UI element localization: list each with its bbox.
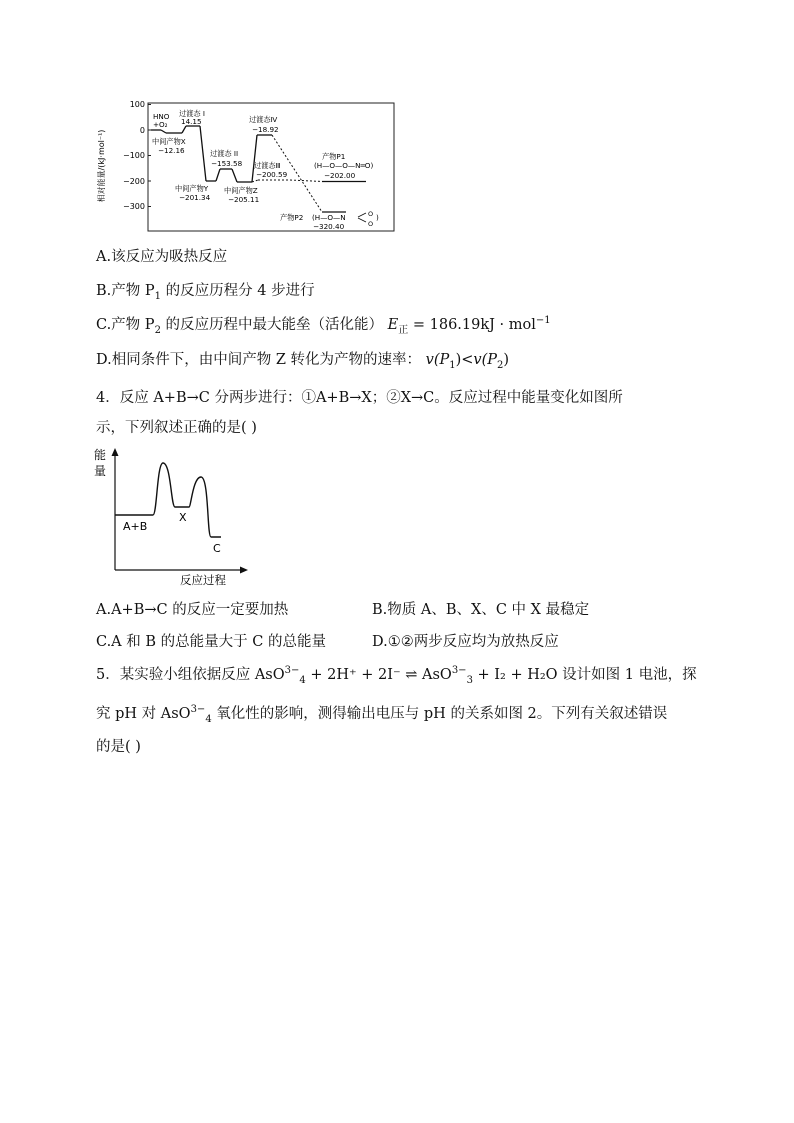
q3-option-c-mid: 的反应历程中最大能垒（活化能） xyxy=(160,317,388,333)
q3-option-d-rate1: v(P xyxy=(425,352,450,368)
energy-profile-figure xyxy=(96,96,398,236)
x-axis-label: 反应过程 xyxy=(180,573,226,587)
q3-option-d-lt: )< xyxy=(455,352,474,368)
intX-value: −12.16 xyxy=(158,146,185,155)
tick-label: −300 xyxy=(123,202,145,211)
two-step-energy-figure xyxy=(93,445,253,588)
q3-option-b-rest: 的反应历程分 4 步进行 xyxy=(161,283,315,299)
q5-sub: 4 xyxy=(205,713,212,725)
q4-option-c[interactable]: C.A 和 B 的总能量大于 C 的总能量 xyxy=(96,634,326,650)
hno-label: HNO xyxy=(153,112,170,121)
tick-label: −100 xyxy=(123,151,145,160)
p1-label: 产物P1 xyxy=(322,152,346,161)
tick-label: −200 xyxy=(123,177,145,186)
q5-sup: 3− xyxy=(451,665,467,677)
q5-sup: 3− xyxy=(190,704,206,716)
svg-text:): ) xyxy=(376,213,379,222)
intY-value: −201.34 xyxy=(179,193,211,202)
ts1-value: 14.15 xyxy=(181,117,202,126)
q3-option-d-rate2-sub: 2 xyxy=(497,359,504,371)
q5-sub: 4 xyxy=(299,674,306,686)
c-label: C xyxy=(213,542,221,555)
tick-label: 0 xyxy=(139,126,145,135)
q4-stem-line1: 4．反应 A+B→C 分两步进行：①A+B→X；②X→C。反应过程中能量变化如图所 xyxy=(96,390,623,406)
o2-label: +O₂ xyxy=(153,120,168,129)
q3-option-a[interactable]: A.该反应为吸热反应 xyxy=(96,249,228,265)
p2-label: 产物P2 xyxy=(280,213,304,222)
y-label-1: 能 xyxy=(94,448,107,462)
intX-label: 中间产物X xyxy=(152,137,186,146)
q5-line1-pre: 5．某实验小组依据反应 AsO xyxy=(96,667,285,683)
svg-text:O: O xyxy=(368,210,374,218)
p2-struct: (H—O—N xyxy=(312,213,346,222)
q4-option-a[interactable]: A.A+B→C 的反应一定要加热 xyxy=(96,602,289,618)
q3-option-c-value: = 186.19kJ · mol xyxy=(408,317,536,333)
ts4-value: −18.92 xyxy=(252,125,279,134)
q3-option-d-text: D.相同条件下，由中间产物 Z 转化为产物的速率： xyxy=(96,352,426,368)
q3-option-b-sub: 1 xyxy=(154,290,162,302)
q5-line2-pre: 究 pH 对 AsO xyxy=(96,706,191,722)
q3-option-d-close: ) xyxy=(503,352,510,368)
q3-option-c-E: E xyxy=(387,317,399,333)
q5-sub: 3 xyxy=(466,674,473,686)
q5-stem-line3: 的是( ) xyxy=(96,739,141,755)
ts2-label: 过渡态 II xyxy=(210,149,239,158)
q3-option-d[interactable] xyxy=(96,350,509,370)
q3-option-c-text: C.产物 P xyxy=(96,317,155,333)
p1-struct: (H—O—O—N═O) xyxy=(314,161,374,170)
q4-option-d[interactable]: D.①②两步反应均为放热反应 xyxy=(372,634,559,650)
q5-line2-post: 氧化性的影响，测得输出电压与 pH 的关系如图 2。下列有关叙述错误 xyxy=(211,706,668,722)
q5-line1-mid: + 2H⁺ + 2I⁻ ⇌ AsO xyxy=(305,667,452,683)
q3-option-b[interactable] xyxy=(96,281,315,301)
ts4-label: 过渡态Ⅳ xyxy=(249,115,278,124)
p1-value: −202.00 xyxy=(324,171,356,180)
q3-option-c[interactable] xyxy=(96,315,551,335)
ts3-value: −200.59 xyxy=(256,170,288,179)
q3-option-d-rate1-sub: 1 xyxy=(449,359,456,371)
ts1-label: 过渡态 I xyxy=(179,109,205,118)
tick-label: 100 xyxy=(129,100,145,109)
svg-text:O: O xyxy=(368,220,374,228)
y-label-2: 量 xyxy=(94,464,107,478)
x-label: X xyxy=(179,511,187,524)
q3-option-c-sub: 2 xyxy=(154,324,161,336)
q4-option-b[interactable]: B.物质 A、B、X、C 中 X 最稳定 xyxy=(372,602,590,618)
q5-sup: 3− xyxy=(284,665,300,677)
intZ-value: −205.11 xyxy=(228,195,260,204)
ts2-value: −153.58 xyxy=(211,159,243,168)
q5-stem-line1 xyxy=(96,665,697,685)
ts3-label: 过渡态Ⅲ xyxy=(254,161,281,170)
q5-stem-line2 xyxy=(96,704,667,724)
q3-option-c-sup: −1 xyxy=(535,315,551,327)
q4-stem-line2: 示，下列叙述正确的是( ) xyxy=(96,420,257,436)
q3-option-c-E-sub: 正 xyxy=(398,324,409,336)
ab-label: A+B xyxy=(123,520,148,533)
q5-line1-post: + I₂ + H₂O 设计如图 1 电池，探 xyxy=(472,667,697,683)
intZ-label: 中间产物Z xyxy=(224,186,258,195)
p2-value: −320.40 xyxy=(313,222,345,231)
y-axis-label: 相对能量/(kJ·mol⁻¹) xyxy=(97,129,106,203)
intY-label: 中间产物Y xyxy=(175,184,209,193)
q3-option-d-rate2: v(P xyxy=(473,352,498,368)
q3-option-b-text: B.产物 P xyxy=(96,283,155,299)
